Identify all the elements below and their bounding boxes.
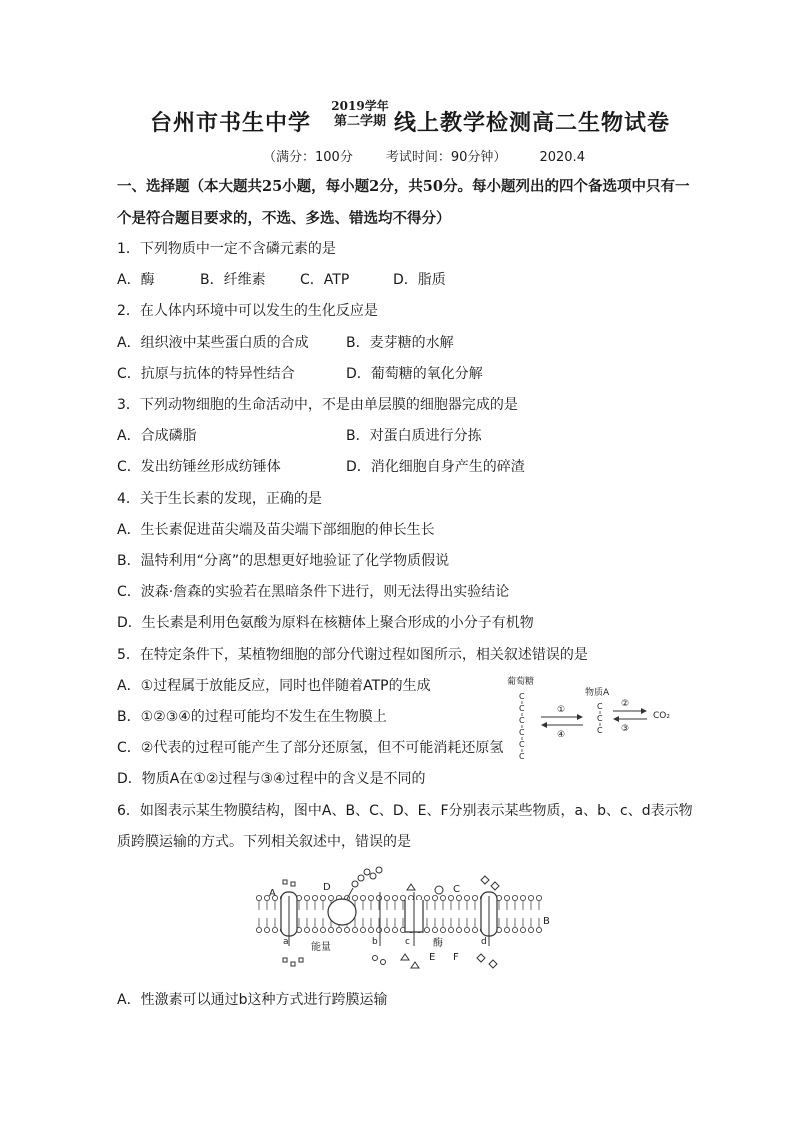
svg-text:C: C [519, 692, 525, 701]
arrow-2-label: ② [621, 699, 630, 709]
exam-title [0, 98, 794, 138]
q2-option-b: B．麦芽糖的水解 [346, 335, 454, 351]
question-1-stem: 1．下列物质中一定不含磷元素的是 [117, 241, 336, 257]
question-3-stem: 3．下列动物细胞的生命活动中，不是由单层膜的细胞器完成的是 [117, 397, 518, 413]
q1-option-c: C．ATP [300, 272, 350, 288]
title-exam-name: 线上教学检测高二生物试卷 [394, 110, 671, 136]
q3-option-b: B．对蛋白质进行分拣 [346, 428, 482, 444]
svg-text:C: C [597, 714, 603, 723]
membrane-transport-diagram [255, 862, 555, 977]
q6-option-a: A．性激素可以通过b这种方式进行跨膜运输 [117, 992, 388, 1008]
glycoprotein-d [328, 899, 356, 925]
mode-c: c [405, 937, 410, 947]
question-2-stem: 2．在人体内环境中可以发生的生化反应是 [117, 303, 378, 319]
question-5-stem: 5．在特定条件下，某植物细胞的部分代谢过程如图所示，相关叙述错误的是 [117, 647, 588, 663]
mode-a: a [283, 937, 289, 947]
label-d: D [323, 882, 331, 893]
q2-option-c: C．抗原与抗体的特异性结合 [117, 366, 295, 382]
q2-option-a: A．组织液中某些蛋白质的合成 [117, 335, 309, 351]
label-f: F [453, 952, 459, 963]
section-heading-line1: 一、选择题（本大题共25小题，每小题2分，共50分。每小题列出的四个备选项中只有一 [117, 178, 690, 195]
label-c: C [453, 884, 460, 895]
q4-option-b: B．温特利用“分离”的思想更好地验证了化学物质假说 [117, 553, 450, 569]
question-6-stem-line1: 6．如图表示某生物膜结构，图中A、B、C、D、E、F分别表示某些物质，a、b、c、d表示物 [117, 803, 693, 819]
q3-option-c: C．发出纺锤丝形成纺锤体 [117, 459, 281, 475]
svg-text:C: C [519, 728, 525, 737]
label-a-upper: A [269, 888, 276, 899]
arrow-1-label: ① [557, 705, 566, 715]
q3-option-d: D．消化细胞自身产生的碎渣 [346, 459, 525, 475]
q5-option-b: B．①②③④的过程可能均不发生在生物膜上 [117, 709, 387, 725]
substance-a-carbon-chain [597, 702, 603, 735]
svg-text:C: C [597, 726, 603, 735]
label-b: B [543, 916, 550, 927]
q4-option-d: D．生长素是利用色氨酸为原料在核糖体上聚合形成的小分子有机物 [117, 615, 534, 631]
substance-a-label: 物质A [585, 688, 610, 698]
q5-option-c: C．②代表的过程可能产生了部分还原氢，但不可能消耗还原氢 [117, 740, 504, 756]
svg-text:C: C [519, 704, 525, 713]
metabolism-diagram [505, 673, 685, 763]
co2-label: CO₂ [653, 711, 670, 721]
phospholipid-bilayer [256, 895, 541, 932]
question-6-stem-line2: 质跨膜运输的方式。下列相关叙述中，错误的是 [117, 834, 411, 850]
q4-option-a: A．生长素促进苗尖端及苗尖端下部细胞的伸长生长 [117, 522, 435, 538]
svg-text:C: C [519, 752, 525, 761]
q3-option-a: A．合成磷脂 [117, 428, 197, 444]
exam-subtitle: （满分：100分 考试时间：90分钟） 2020.4 [263, 150, 585, 165]
svg-text:C: C [597, 702, 603, 711]
title-term: 第二学期 [333, 114, 386, 129]
title-school: 台州市书生中学 [150, 110, 312, 136]
title-year: 2019学年 [331, 99, 389, 113]
q5-option-a: A．①过程属于放能反应，同时也伴随着ATP的生成 [117, 678, 431, 694]
energy-label: 能量 [311, 942, 331, 953]
mode-b: b [372, 937, 378, 947]
label-e: E [429, 952, 436, 963]
q5-option-d: D．物质A在①②过程与③④过程中的含义是不同的 [117, 771, 426, 787]
svg-text:C: C [519, 740, 525, 749]
arrow-3-label: ③ [621, 724, 630, 734]
q1-option-d: D．脂质 [393, 272, 446, 288]
svg-text:C: C [519, 716, 525, 725]
question-4-stem: 4．关于生长素的发现，正确的是 [117, 491, 322, 507]
title-term-stack [327, 98, 393, 130]
mode-d: d [481, 937, 487, 947]
q1-option-a: A．酶 [117, 272, 155, 288]
glucose-carbon-chain [519, 692, 525, 761]
q4-option-c: C．波森·詹森的实验若在黑暗条件下进行，则无法得出实验结论 [117, 584, 510, 600]
section-heading-line2: 个是符合题目要求的，不选、多选、错选均不得分） [117, 210, 451, 227]
glucose-label: 葡萄糖 [507, 677, 535, 687]
q1-option-b: B．纤维素 [200, 272, 266, 288]
arrow-4-label: ④ [557, 730, 566, 740]
q2-option-d: D．葡萄糖的氧化分解 [346, 366, 483, 382]
enzyme-label: 酶 [433, 938, 443, 949]
